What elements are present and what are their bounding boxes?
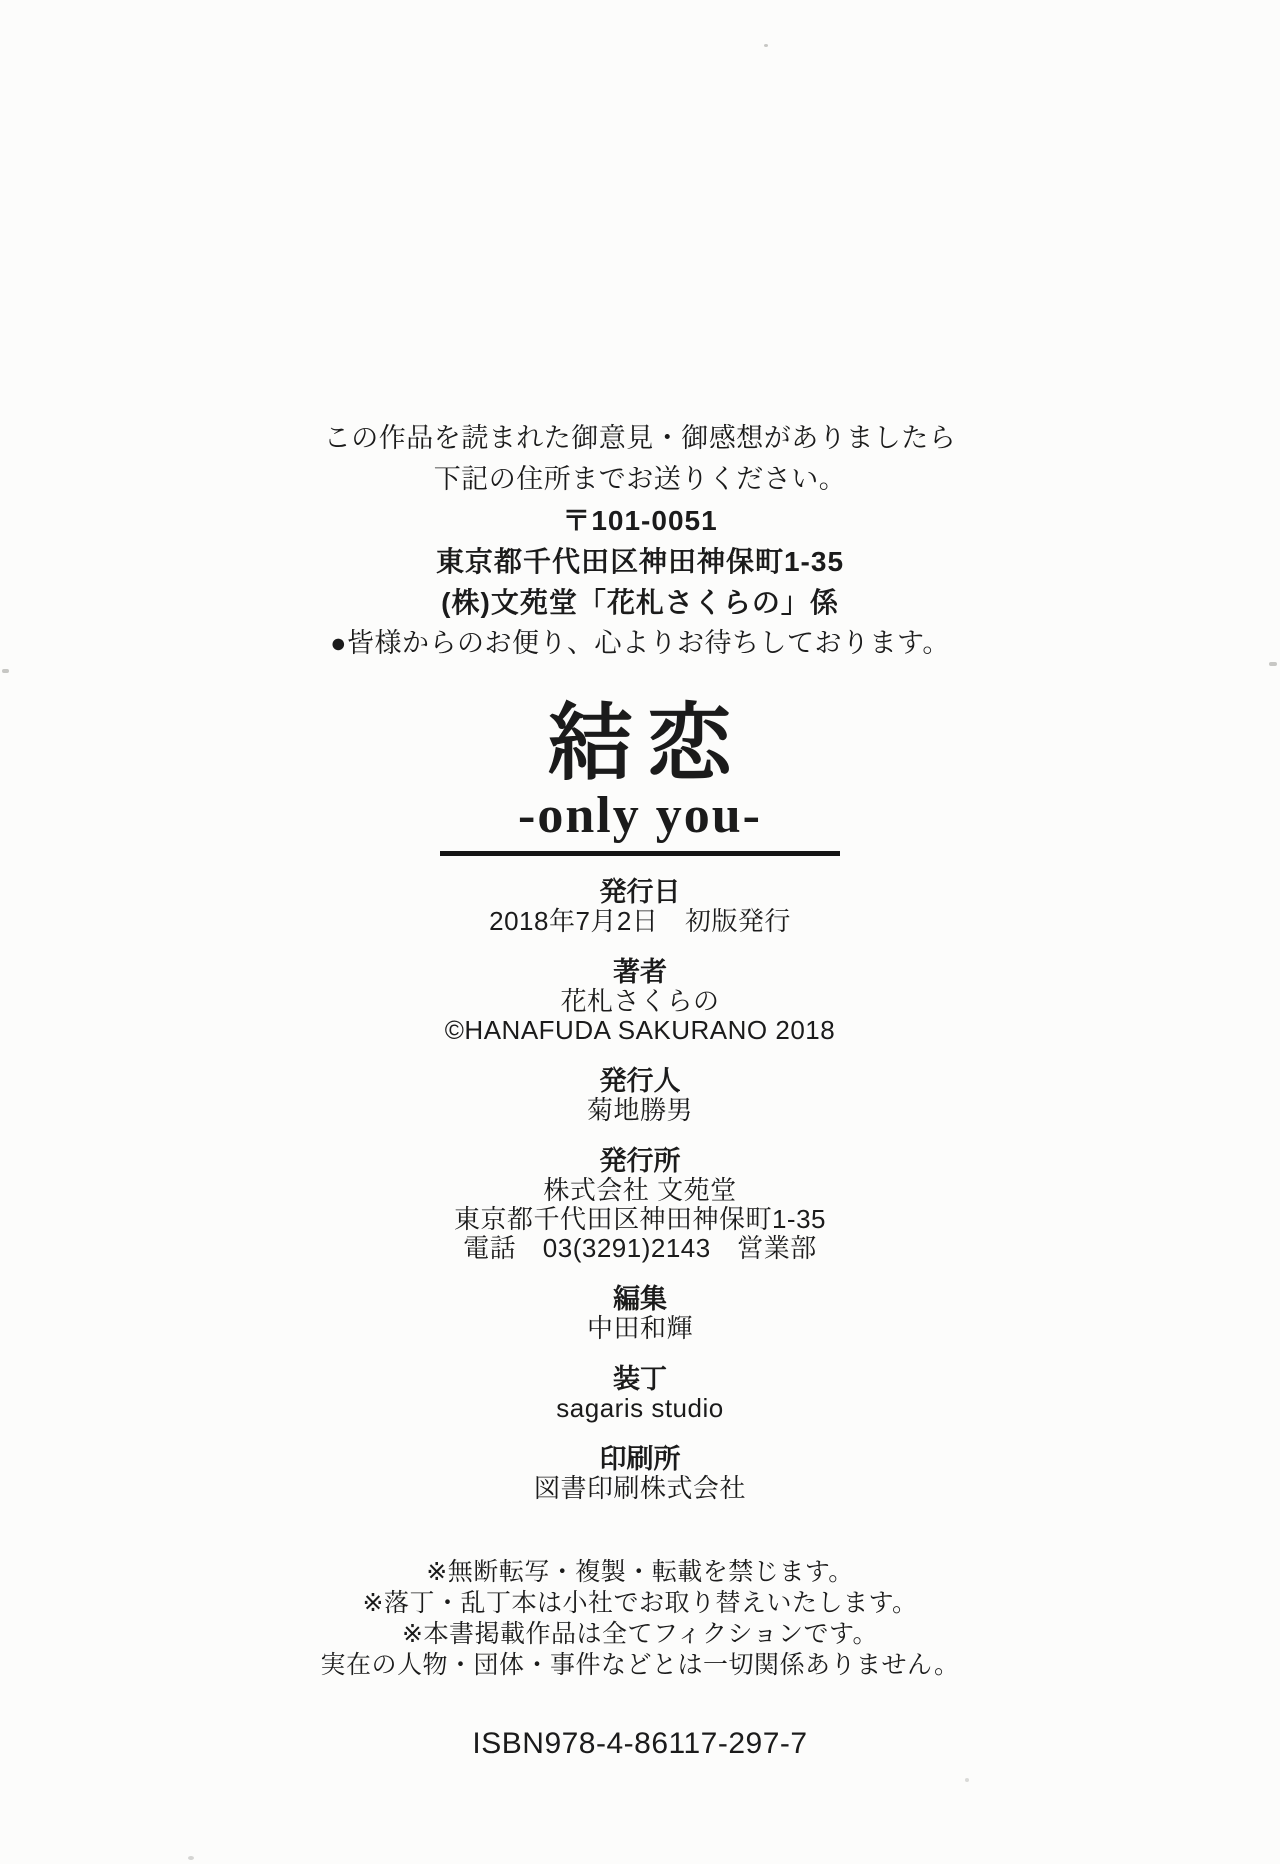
- colophon-label: 印刷所: [599, 1444, 681, 1474]
- postal-code: 〒101-0051: [562, 505, 718, 536]
- mail-recipient: (株)文苑堂「花札さくらの」係: [441, 587, 839, 618]
- book-title-block: [0, 698, 1280, 856]
- publisher-address: 東京都千代田区神田神保町1-35: [435, 546, 845, 577]
- colophon-label: 発行日: [599, 877, 681, 907]
- colophon-group-author: [0, 958, 1280, 1045]
- publisher-phone: 電話 03(3291)2143 営業部: [463, 1233, 817, 1263]
- book-subtitle: -only you-: [518, 787, 762, 844]
- scan-speck: [1269, 662, 1277, 666]
- colophon-label: 装丁: [613, 1364, 667, 1394]
- colophon-label: 編集: [613, 1284, 667, 1314]
- colophon-group-publisher-person: [0, 1067, 1280, 1125]
- notice-line: ※落丁・乱丁本は小社でお取り替えいたします。: [362, 1589, 918, 1617]
- copyright-line: ©HANAFUDA SAKURANO 2018: [444, 1015, 836, 1045]
- publisher-street-address: 東京都千代田区神田神保町1-35: [453, 1204, 827, 1234]
- scan-speck: [188, 1856, 194, 1860]
- colophon-value: 株式会社 文苑堂: [543, 1175, 737, 1205]
- colophon-value: 2018年7月2日 初版発行: [489, 906, 791, 936]
- feedback-note-line-2: 下記の住所までお送りください。: [433, 464, 847, 494]
- colophon-group-editor: [0, 1285, 1280, 1343]
- colophon-value: 中田和輝: [586, 1313, 693, 1343]
- feedback-note-line-1: この作品を読まれた御意見・御感想がありましたら: [323, 423, 957, 453]
- notice-line: ※本書掲載作品は全てフィクションです。: [402, 1620, 878, 1648]
- colophon-value: sagaris studio: [556, 1393, 724, 1423]
- notice-line: ※無断転写・複製・転載を禁じます。: [426, 1558, 854, 1586]
- colophon-label: 発行人: [599, 1066, 681, 1096]
- colophon-list: [0, 878, 1280, 1503]
- colophon-value: 図書印刷株式会社: [533, 1473, 746, 1503]
- legal-notices: [0, 1557, 1280, 1681]
- colophon-group-printer: [0, 1445, 1280, 1503]
- notice-line: 実在の人物・団体・事件などとは一切関係ありません。: [320, 1651, 960, 1679]
- scan-speck: [2, 669, 9, 673]
- colophon-label: 発行所: [599, 1146, 681, 1176]
- colophon-group-design: [0, 1365, 1280, 1423]
- colophon-value: 花札さくらの: [560, 986, 720, 1016]
- feedback-closing: ●皆様からのお便り、心よりお待ちしております。: [330, 628, 950, 658]
- title-underline: [440, 851, 840, 856]
- colophon-group-publisher-company: [0, 1147, 1280, 1263]
- scan-speck: [764, 44, 768, 47]
- colophon-group-publication-date: [0, 878, 1280, 936]
- scan-speck: [965, 1778, 969, 1782]
- colophon-label: 著者: [613, 957, 667, 987]
- isbn: ISBN978-4-86117-297-7: [472, 1727, 808, 1760]
- colophon-value: 菊地勝男: [586, 1095, 693, 1125]
- reader-feedback-block: [0, 418, 1280, 664]
- book-title: 結恋: [548, 698, 747, 791]
